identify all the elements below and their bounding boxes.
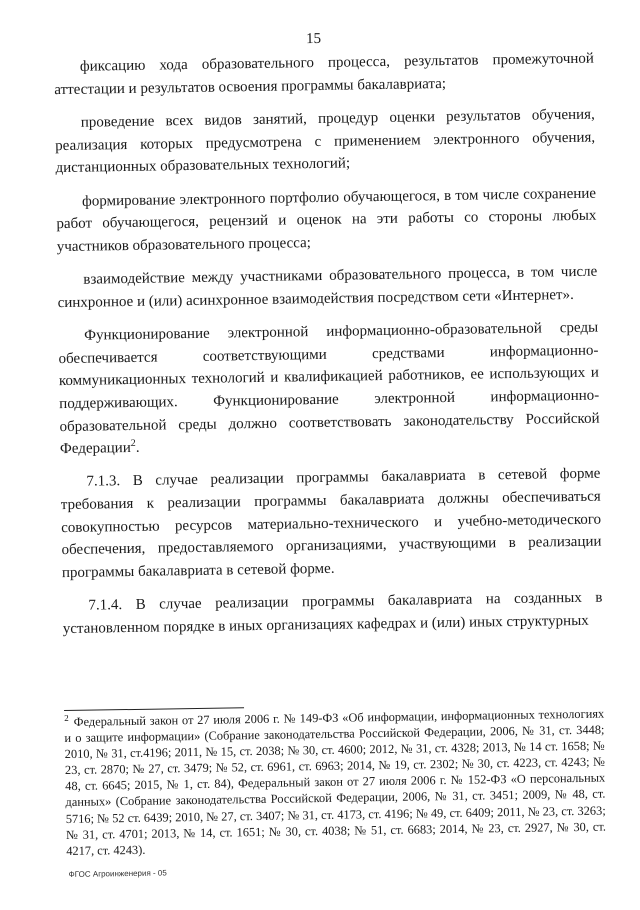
footnote-number: 2 <box>64 712 69 723</box>
footnote-divider <box>64 707 244 711</box>
page-number: 15 <box>305 30 322 48</box>
paragraph-interaction: взаимодействие между участниками образовательного процесса, в том числе синхронное и (или) асинхронное взаимодействия посредством сети «Интернет». <box>57 263 598 311</box>
body-text <box>54 48 603 652</box>
paragraph-7-1-3: 7.1.3. В случае реализации программы бакалавриата в сетевой форме требования к реализации программы бакалавриата должны обеспечиваться совокупностью ресурсов материально-технического и учебно-методического обеспечения, предоставляемого организациями, участвующими в реализации программы бакалавриата в сетевой форме. <box>60 466 602 581</box>
paragraph-functioning-tail: . <box>135 439 140 456</box>
footnote-text: Федеральный закон от 27 июля 2006 г. № 149-ФЗ «Об информации, информационных технологиях и о защите информации» (Собрание законодательства Российской Федерации, 2006, № 31, ст. 3448; 2010, № 31, ст.4196; 2011, № 15, ст. 2038; № 30, ст. 4600; 2012, № 31, ст. 4328; 2013, № 14 ст. 1658; № 23, ст. 2870; № 27, ст. 3479; № 52, ст. 6961, ст. 6963; 2014, № 19, ст. 2302; № 30, ст. 4223, ст. 4243; № 48, ст. 6645; 2015, № 1, ст. 84), Федеральный закон от 27 июля 2006 г. № 152-ФЗ «О персональных данных» (Собрание законодательства Российской Федерации, 2006, № 31, ст. 3451; 2009, № 48, ст. 5716; № 52 ст. 6439; 2010, № 27, ст. 3407; № 31, ст. 4173, ст. 4196; № 49, ст. 6409; 2011, № 23, ст. 3263; № 31, ст. 4701; 2013, № 14, ст. 1651; № 30, ст. 4038; № 51, ст. 6683; 2014, № 23, ст. 2927, № 30, ст. 4217, ст. 4243). <box>64 706 607 858</box>
document-footer-label: ФГОС Агроинженерия - 05 <box>68 868 167 880</box>
paragraph-classes: проведение всех видов занятий, процедур оценки результатов обучения, реализация которых предусмотрена с применением электронного обучения, дистанционных образовательных технологий; <box>55 106 596 177</box>
footnote-reference: 2 <box>130 437 136 450</box>
footnote <box>64 706 606 859</box>
paragraph-attestation: фиксацию хода образовательного процесса, результатов промежуточной аттестации и результатов освоения программы бакалавриата; <box>54 50 595 98</box>
paragraph-functioning-text: Функционирование электронной информационно-образовательной среды обеспечивается соответствующими средствами информационно-коммуникационных технологий и квалификацией работников, ее использующих и поддерживающих. Функционирование электронной информационно-образовательной среды должно соответствовать законодательству Российской Федерации <box>58 319 600 458</box>
paragraph-portfolio: формирование электронного портфолио обучающегося, в том числе сохранение работ обучающегося, рецензий и оценок на эти работы со стороны любых участников образовательного процесса; <box>56 185 597 255</box>
paragraph-7-1-4: 7.1.4. В случае реализации программы бакалавриата на созданных в установленном порядке в иных организациях кафедрах и (или) иных структурных <box>62 589 603 637</box>
paragraph-functioning <box>58 317 600 461</box>
